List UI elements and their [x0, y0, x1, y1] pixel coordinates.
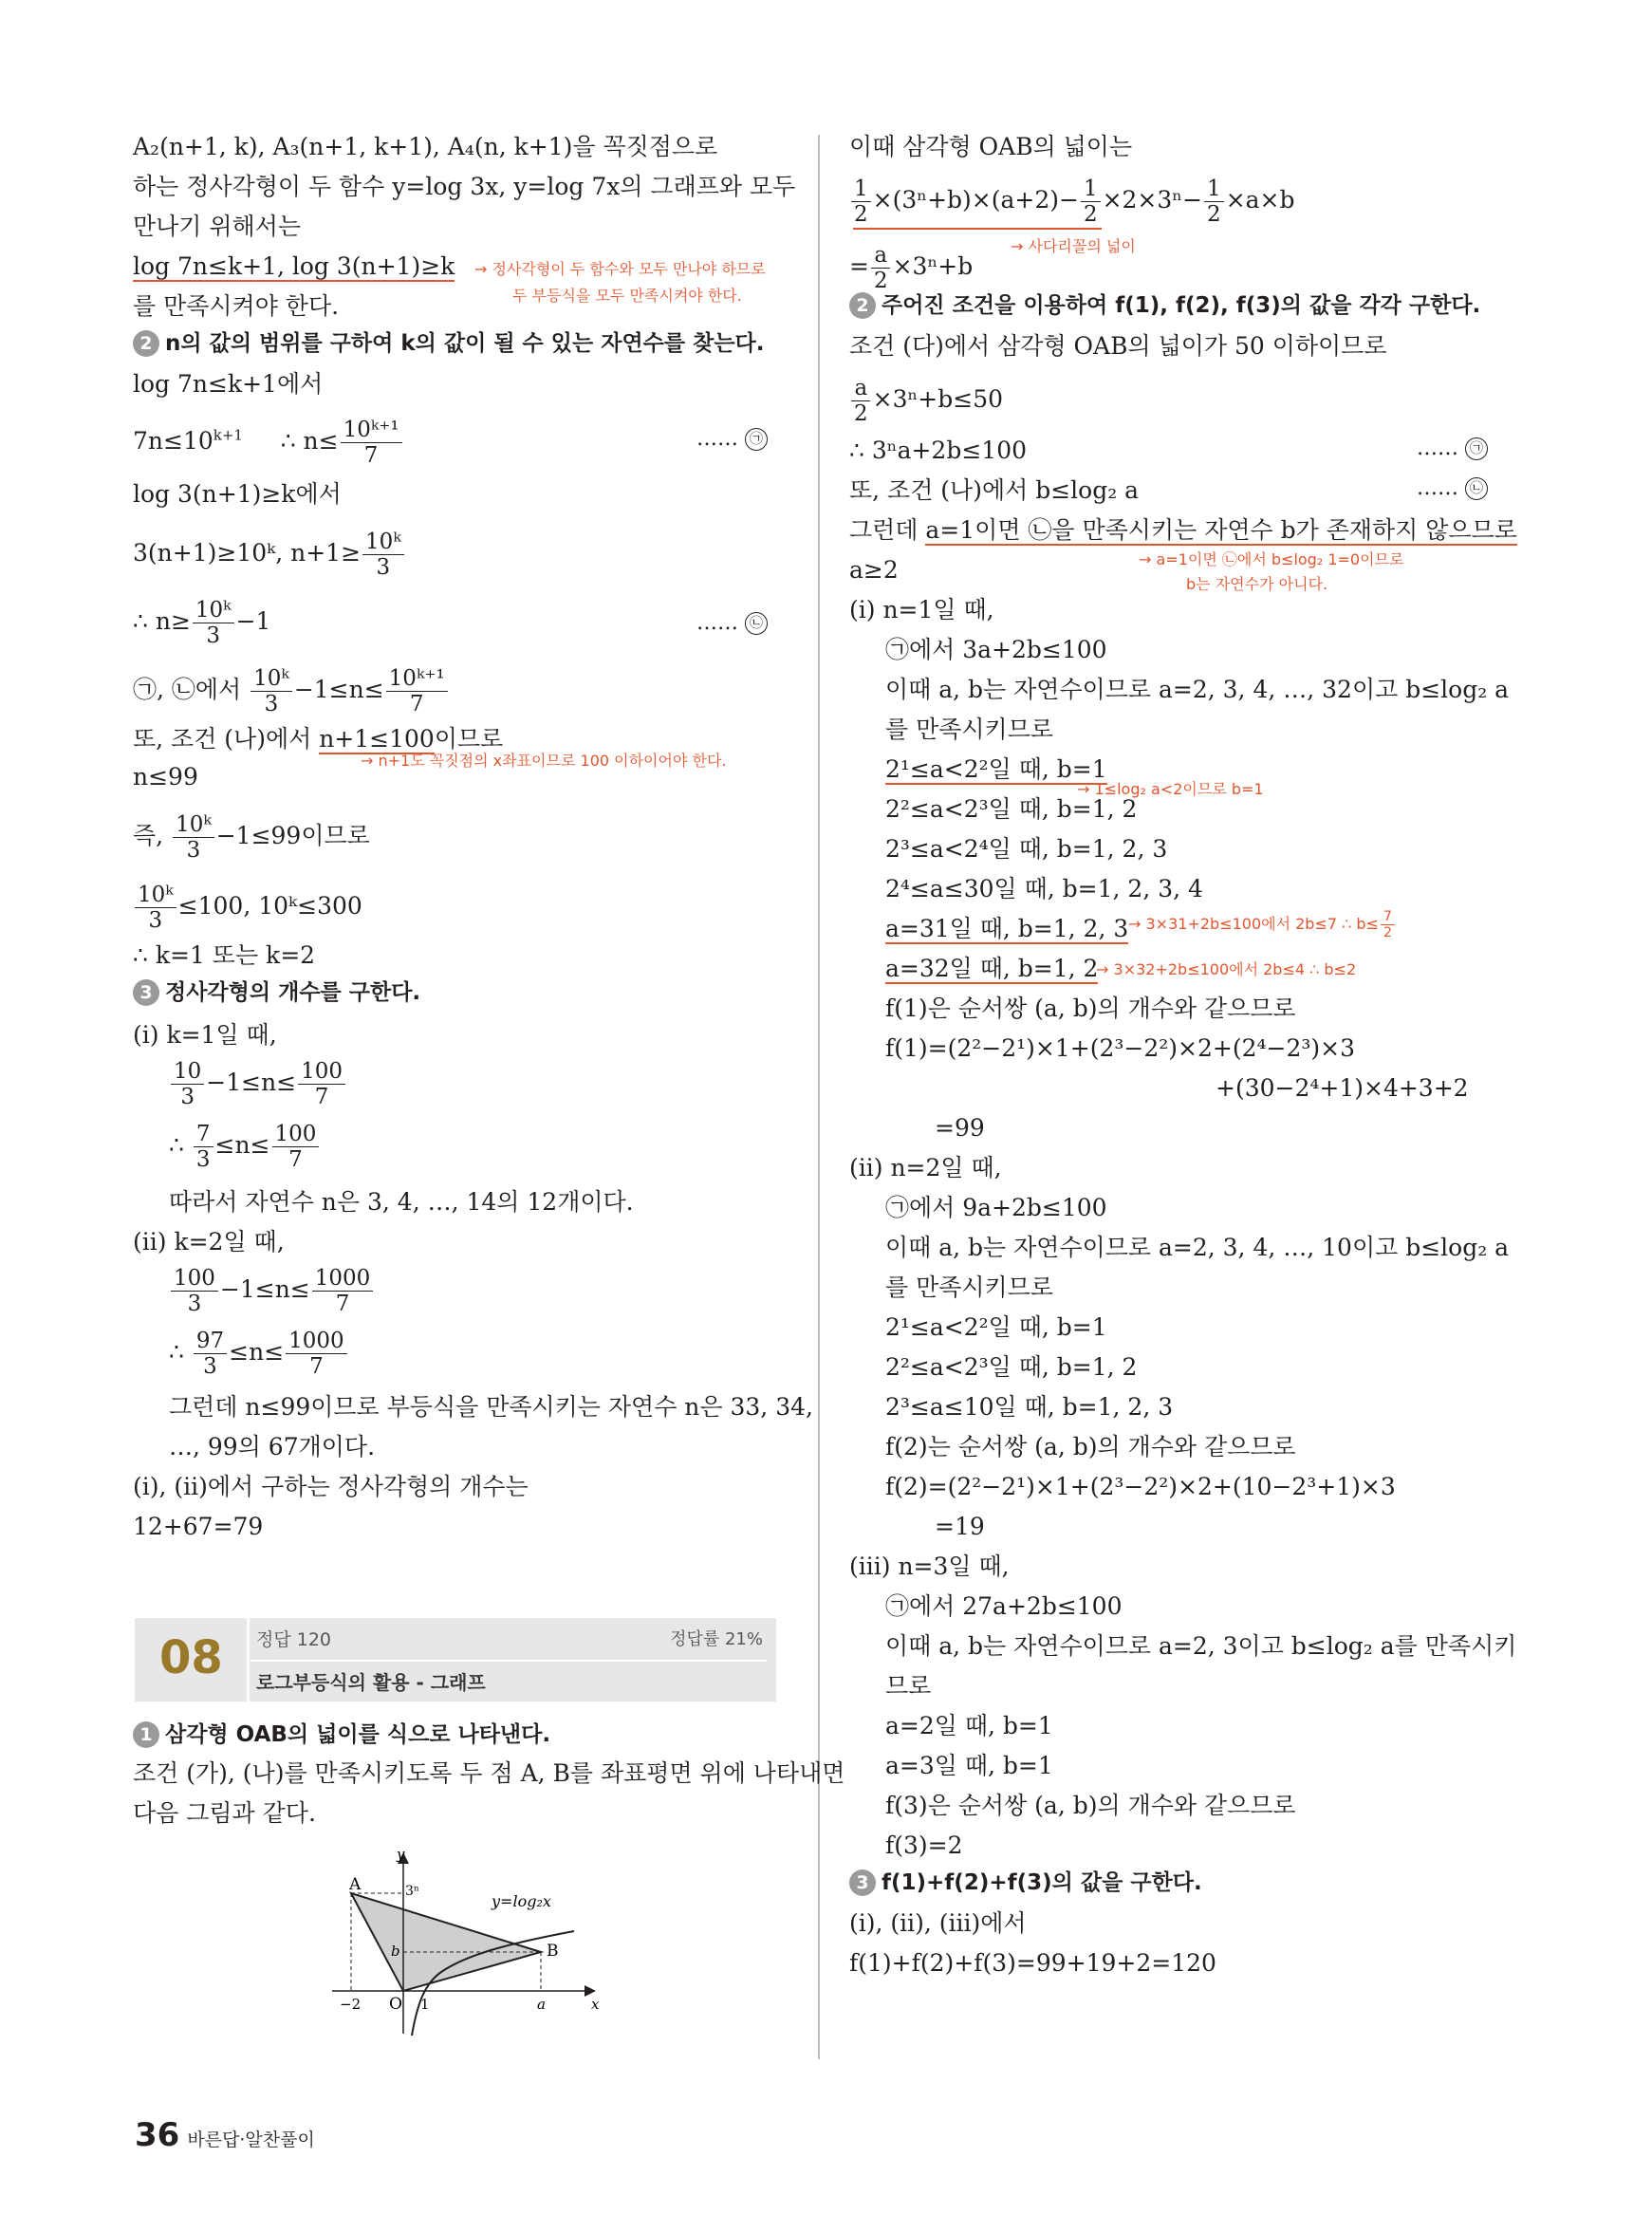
numerator: 1	[1081, 177, 1101, 202]
underlined-condition: n+1≤100	[319, 725, 435, 753]
text-segment: 그런데	[849, 516, 919, 544]
text-line: 이때 a, b는 자연수이므로 a=2, 3이고 b≤log₂ a를 만족시키	[885, 1632, 1517, 1660]
text-line: 이때 a, b는 자연수이므로 a=2, 3, 4, …, 32이고 b≤log₂ a	[885, 676, 1510, 703]
tick-b: b	[391, 1943, 400, 1960]
math-text: ∴ n≤	[280, 427, 339, 455]
math-line	[133, 812, 370, 863]
text-line: ㉠에서 3a+2b≤100	[885, 636, 1107, 663]
text-line: log 7n≤k+1에서	[133, 370, 324, 398]
numerator: 100	[298, 1059, 345, 1085]
text-line: 다음 그림과 같다.	[133, 1799, 316, 1827]
denominator: 3	[187, 1292, 202, 1316]
fraction	[362, 530, 404, 580]
fraction	[386, 666, 448, 716]
text-line	[885, 953, 1098, 985]
tick-neg2: −2	[340, 1996, 362, 2013]
math-line	[169, 1059, 347, 1109]
text-line: 조건 (다)에서 삼각형 OAB의 넓이가 50 이하이므로	[849, 332, 1387, 360]
equation-marker	[696, 427, 768, 451]
text-line: log 3(n+1)≥k에서	[133, 480, 342, 508]
math-line	[169, 1329, 349, 1379]
math-line	[133, 418, 404, 468]
text-line: ㉠에서 27a+2b≤100	[885, 1592, 1123, 1620]
numerator: 100	[272, 1122, 320, 1147]
math-line: =19	[935, 1513, 985, 1540]
y-axis-label: y	[397, 1846, 405, 1863]
fraction	[171, 1266, 218, 1316]
text-line: 므로	[885, 1672, 932, 1700]
math-line	[133, 666, 450, 716]
circled-label: ㉡	[1465, 477, 1488, 500]
fraction	[312, 1266, 374, 1316]
text-line: 하는 정사각형이 두 함수 y=log 3x, y=log 7x의 그래프와 모두	[133, 173, 796, 200]
math-line: n≤99	[133, 763, 198, 790]
denominator: 3	[148, 908, 163, 933]
underline	[853, 228, 1102, 230]
numerator: 7	[1381, 909, 1395, 925]
text-line: 2³≤a≤10일 때, b=1, 2, 3	[885, 1393, 1174, 1421]
math-text: −1≤n≤	[219, 1275, 310, 1303]
math-line: ∴ 3ⁿa+2b≤100	[849, 437, 1027, 464]
correct-rate: 정답률 21%	[670, 1629, 763, 1649]
numerator: a	[851, 376, 870, 401]
numerator: 10ᵏ	[173, 812, 214, 838]
coordinate-figure	[323, 1846, 607, 2040]
annotation-text: a=1이면 ㉡에서 b≤log₂ 1=0이므로	[1156, 550, 1404, 568]
denominator: 2	[1383, 925, 1392, 940]
annotation-note: → 1≤log₂ a<2이므로 b=1	[1077, 780, 1264, 798]
text-line: A₂(n+1, k), A₃(n+1, k+1), A₄(n, k+1)을 꼭짓점으로	[133, 133, 718, 160]
fraction	[851, 376, 871, 426]
numerator: 1000	[286, 1329, 347, 1354]
step-heading	[133, 328, 765, 359]
text-line	[133, 251, 455, 283]
annotation-note: → 정사각형이 두 함수와 모두 만나야 하므로	[474, 260, 766, 278]
fraction	[298, 1059, 345, 1109]
text-line: …, 99의 67개이다.	[169, 1433, 376, 1460]
text-line: 2³≤a<2⁴일 때, b=1, 2, 3	[885, 835, 1168, 863]
math-line: f(3)=2	[885, 1832, 963, 1859]
equation-marker	[1417, 476, 1488, 500]
text-line: 2²≤a<2³일 때, b=1, 2	[885, 795, 1138, 823]
label-a: A	[349, 1875, 362, 1894]
fraction	[194, 1329, 227, 1379]
text-line: (ⅰ) k=1일 때,	[133, 1021, 277, 1049]
text-line: 이때 a, b는 자연수이므로 a=2, 3, 4, …, 10이고 b≤log₂ a	[885, 1234, 1510, 1261]
fraction	[193, 598, 234, 648]
annotation-text: 사다리꼴의 넓이	[1028, 237, 1136, 255]
text-line: f(2)는 순서쌍 (a, b)의 개수와 같으므로	[885, 1433, 1296, 1460]
denominator: 7	[363, 443, 379, 468]
math-text: 7n≤10	[133, 427, 213, 455]
fraction	[194, 1122, 213, 1172]
denominator: 7	[335, 1292, 350, 1316]
math-line	[849, 376, 1003, 426]
curve-label: y=log₂x	[492, 1892, 551, 1910]
fraction	[171, 1059, 204, 1109]
math-text: ㉠, ㉡에서	[133, 676, 242, 703]
denominator: 3	[206, 623, 221, 648]
problem-banner	[135, 1618, 776, 1702]
problem-topic: 로그부등식의 활용 - 그래프	[256, 1671, 486, 1694]
text-line: 를 만족시키므로	[885, 1274, 1053, 1301]
math-text: ≤100, 10ᵏ≤300	[177, 892, 362, 920]
denominator: 3	[264, 692, 279, 716]
numerator: 10ᵏ⁺¹	[341, 418, 402, 443]
math-text: ∴ n≥	[133, 607, 191, 635]
book-title: 바른답·알찬풀이	[187, 2129, 315, 2150]
annotation-note: 두 부등식을 모두 만족시켜야 한다.	[512, 287, 742, 305]
math-line: a≥2	[849, 556, 899, 584]
denominator: 7	[409, 692, 424, 716]
denominator: 2	[854, 401, 868, 426]
tick-a: a	[537, 1996, 546, 2013]
banner-separator	[251, 1660, 767, 1662]
math-text: ≤n≤	[229, 1338, 285, 1366]
fraction	[1081, 177, 1101, 227]
fraction	[173, 812, 214, 863]
math-text: ×a×b	[1225, 186, 1295, 214]
text-line: f(1)은 순서쌍 (a, b)의 개수와 같으므로	[885, 995, 1296, 1022]
annotation-text: 3×31+2b≤100에서 2b≤7 ∴ b≤	[1145, 915, 1379, 933]
fraction	[272, 1122, 320, 1172]
math-line	[169, 1122, 321, 1172]
text-line	[885, 913, 1128, 945]
math-text: −1≤n≤	[206, 1069, 297, 1096]
answer-label: 정답 120	[256, 1629, 332, 1650]
step-number: 3	[849, 1869, 876, 1896]
x-axis-label: x	[591, 1996, 600, 2013]
ellipsis: ……	[696, 611, 738, 635]
annotation-note: b는 자연수가 아니다.	[1186, 575, 1328, 593]
denominator: 3	[186, 838, 201, 863]
fraction	[135, 883, 176, 933]
text-line: a=2일 때, b=1	[885, 1712, 1053, 1739]
math-text: ≤n≤	[214, 1131, 270, 1159]
annotation-text: n+1도 꼭짓점의 x좌표이므로 100 이하이어야 한다.	[378, 752, 727, 770]
numerator: a	[871, 243, 890, 269]
text-line: 2⁴≤a≤30일 때, b=1, 2, 3, 4	[885, 875, 1203, 902]
banner-divider	[247, 1618, 250, 1702]
numerator: 10	[171, 1059, 204, 1085]
text-line: (ⅱ) n=2일 때,	[849, 1154, 1002, 1181]
page-number: 36	[135, 2116, 180, 2154]
numerator: 1000	[312, 1266, 374, 1292]
denominator: 3	[180, 1085, 195, 1109]
fraction	[1204, 177, 1224, 227]
math-text: −1≤n≤	[293, 676, 384, 703]
math-line: f(1)+f(2)+f(3)=99+19+2=120	[849, 1949, 1216, 1977]
math-line	[133, 530, 406, 580]
text-line: (ⅱ) k=2일 때,	[133, 1228, 285, 1255]
underlined-statement: a=1이면 ㉡을 만족시키는 자연수 b가 존재하지 않으므로	[925, 516, 1517, 544]
numerator: 97	[194, 1329, 227, 1354]
denominator: 7	[309, 1354, 324, 1379]
math-text: −1≤99이므로	[215, 822, 370, 849]
math-line: f(1)=(2²−2¹)×1+(2³−2²)×2+(2⁴−2³)×3	[885, 1034, 1355, 1062]
step-title: n의 값의 범위를 구하여 k의 값이 될 수 있는 자연수를 찾는다.	[165, 331, 765, 356]
text-line: (ⅰ), (ⅱ)에서 구하는 정사각형의 개수는	[133, 1473, 529, 1500]
math-line: +(30−2⁴+1)×4+3+2	[1216, 1074, 1469, 1102]
text-line	[885, 753, 1107, 786]
equation-marker	[696, 611, 768, 635]
denominator: 2	[1207, 202, 1221, 227]
step-number: 2	[133, 330, 159, 357]
math-text: −1	[235, 607, 271, 635]
text-line: 따라서 자연수 n은 3, 4, …, 14의 12개이다.	[169, 1188, 634, 1216]
numerator: 10ᵏ⁺¹	[386, 666, 448, 692]
underlined-inequality: log 7n≤k+1, log 3(n+1)≥k	[133, 252, 455, 280]
page-footer	[135, 2116, 315, 2154]
numerator: 10ᵏ	[135, 883, 176, 908]
denominator: 2	[854, 202, 868, 227]
numerator: 1	[851, 177, 871, 202]
fraction	[341, 418, 402, 468]
math-text: =	[849, 252, 869, 280]
step-title: 정사각형의 개수를 구한다.	[165, 980, 421, 1005]
annotation-note: → 3×31+2b≤100에서 2b≤7 ∴ b≤ $\frac{7}{2}$	[1128, 909, 1397, 940]
step-heading	[849, 1868, 1202, 1898]
denominator: 3	[203, 1354, 217, 1379]
text-line: ㉠에서 9a+2b≤100	[885, 1194, 1107, 1221]
numerator: 10ᵏ	[362, 530, 404, 555]
text-line: (ⅰ), (ⅱ), (ⅲ)에서	[849, 1909, 1027, 1937]
step-title: f(1)+f(2)+f(3)의 값을 구한다.	[882, 1870, 1202, 1895]
math-line	[169, 1266, 375, 1316]
text-line: 조건 (가), (나)를 만족시키도록 두 점 A, B를 좌표평면 위에 나타내면	[133, 1759, 845, 1787]
numerator: 100	[171, 1266, 218, 1292]
math-line	[133, 883, 362, 933]
step-title: 주어진 조건을 이용하여 f(1), f(2), f(3)의 값을 각각 구한다.	[882, 293, 1481, 318]
math-text: 3(n+1)≥10ᵏ, n+1≥	[133, 539, 362, 567]
circled-label: ㉠	[1465, 437, 1488, 460]
annotation-text: 1≤log₂ a<2이므로 b=1	[1094, 780, 1264, 798]
step-number: 1	[133, 1721, 159, 1748]
superscript: k+1	[213, 426, 243, 444]
numerator: 10ᵏ	[251, 666, 292, 692]
tick-3n: 3ⁿ	[405, 1884, 419, 1899]
math-text: ×2×3ⁿ−	[1102, 186, 1203, 214]
circled-label: ㉡	[745, 612, 768, 635]
text-line: a=3일 때, b=1	[885, 1752, 1053, 1779]
numerator: 10ᵏ	[193, 598, 234, 623]
label-b: B	[547, 1942, 559, 1961]
math-line	[849, 177, 1295, 227]
ellipsis: ……	[1417, 437, 1458, 460]
step-heading	[133, 1720, 550, 1750]
underlined-case: a=32일 때, b=1, 2	[885, 955, 1099, 982]
denominator: 3	[376, 555, 391, 580]
text-line: 그런데 n≤99이므로 부등식을 만족시키는 자연수 n은 33, 34,	[169, 1393, 813, 1421]
math-line: =99	[935, 1114, 985, 1142]
step-heading	[849, 290, 1480, 321]
annotation-text: 3×32+2b≤100에서 2b≤4 ∴ b≤2	[1113, 960, 1357, 978]
annotation-text: 정사각형이 두 함수와 모두 만나야 하므로	[492, 260, 766, 278]
math-line	[133, 598, 270, 648]
math-text: ∴	[169, 1338, 184, 1366]
underlined-case: 2¹≤a<2²일 때, b=1	[885, 755, 1107, 783]
denominator: 3	[195, 1147, 211, 1172]
text-line	[849, 514, 1517, 547]
text-line: 를 만족시키므로	[885, 716, 1053, 743]
text-line: 또, 조건 (나)에서 b≤log₂ a	[849, 476, 1140, 504]
text-line: 2¹≤a<2²일 때, b=1	[885, 1313, 1107, 1341]
ellipsis: ……	[1417, 476, 1458, 500]
annotation-note: → n+1도 꼭짓점의 x좌표이므로 100 이하이어야 한다.	[361, 752, 727, 770]
text-segment: 또, 조건 (나)에서	[133, 725, 312, 753]
math-text: 즉,	[133, 822, 164, 849]
denominator: 7	[314, 1085, 329, 1109]
denominator: 7	[288, 1147, 303, 1172]
step-number: 2	[849, 292, 876, 319]
circled-label: ㉠	[745, 428, 768, 451]
text-segment: 이므로	[434, 725, 504, 753]
math-line: ∴ k=1 또는 k=2	[133, 941, 316, 969]
ellipsis: ……	[696, 427, 738, 451]
math-text: ×3ⁿ+b	[892, 252, 974, 280]
denominator: 2	[873, 269, 888, 293]
annotation-note: → a=1이면 ㉡에서 b≤log₂ 1=0이므로	[1139, 550, 1404, 568]
numerator: 1	[1204, 177, 1224, 202]
step-title: 삼각형 OAB의 넓이를 식으로 나타낸다.	[165, 1722, 551, 1747]
annotation-note: → 3×32+2b≤100에서 2b≤4 ∴ b≤2	[1096, 960, 1357, 978]
math-text: ×(3ⁿ+b)×(a+2)−	[872, 186, 1079, 214]
annotation-note: → 사다리꼴의 넓이	[1011, 237, 1136, 255]
numerator: 7	[194, 1122, 213, 1147]
denominator: 2	[1083, 202, 1098, 227]
text-line: (ⅲ) n=3일 때,	[849, 1553, 1010, 1580]
text-line: 이때 삼각형 OAB의 넓이는	[849, 133, 1133, 160]
step-heading	[133, 977, 420, 1008]
text-line: 만나기 위해서는	[133, 213, 301, 240]
label-o: O	[389, 1995, 402, 2014]
tick-1: 1	[420, 1996, 430, 2013]
fraction	[286, 1329, 347, 1379]
fraction	[851, 177, 871, 227]
equation-marker	[1417, 437, 1488, 460]
math-line: f(2)=(2²−2¹)×1+(2³−2²)×2+(10−2³+1)×3	[885, 1473, 1396, 1500]
math-text: ×3ⁿ+b≤50	[872, 385, 1004, 413]
underlined-case: a=31일 때, b=1, 2, 3	[885, 915, 1129, 942]
text-line: (ⅰ) n=1일 때,	[849, 596, 994, 623]
text-line: 2²≤a<2³일 때, b=1, 2	[885, 1353, 1138, 1381]
math-line: 12+67=79	[133, 1513, 264, 1540]
fraction	[871, 243, 891, 293]
math-text: ∴	[169, 1131, 184, 1159]
fraction	[1381, 909, 1395, 940]
math-line	[849, 243, 973, 293]
problem-number: 08	[159, 1631, 223, 1684]
fraction	[251, 666, 292, 716]
text-line: 를 만족시켜야 한다.	[133, 292, 340, 320]
text-line: f(3)은 순서쌍 (a, b)의 개수와 같으므로	[885, 1792, 1296, 1819]
step-number: 3	[133, 979, 159, 1006]
